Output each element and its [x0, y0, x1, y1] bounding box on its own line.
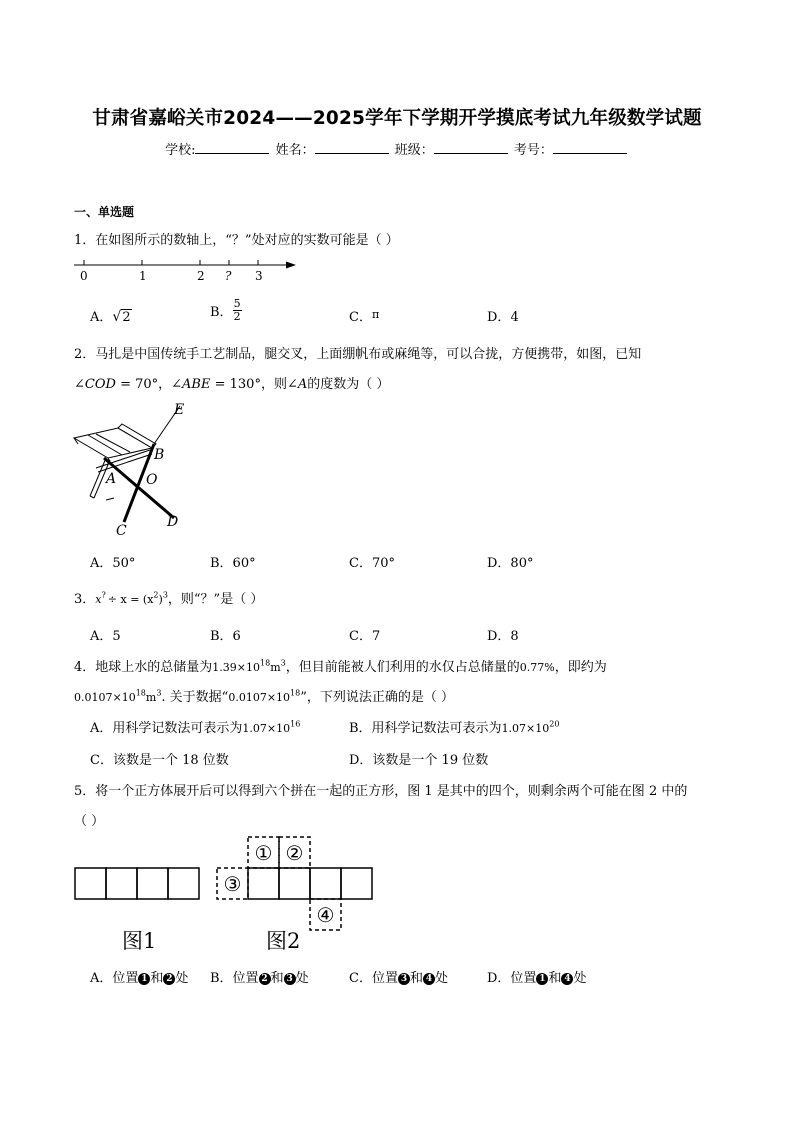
q1-option-a[interactable]: A．√2: [90, 309, 131, 325]
q2-stem-line2: ∠COD = 70°，∠ABE = 130°，则∠A的度数为（ ）: [74, 377, 390, 392]
page-title: 甘肃省嘉峪关市2024——2025学年下学期开学摸底考试九年级数学试题: [92, 108, 702, 129]
q2-option-b[interactable]: B．60°: [210, 556, 256, 571]
q3-option-d[interactable]: D．8: [487, 629, 519, 644]
q2-option-c[interactable]: C．70°: [349, 556, 395, 571]
q5-option-d[interactable]: D．位置 1 和 4 处: [487, 971, 587, 986]
axis-label-1: 1: [139, 269, 147, 283]
q3-option-c[interactable]: C．7: [349, 629, 381, 644]
number-field[interactable]: [553, 141, 627, 154]
axis-label-3: 3: [255, 269, 263, 283]
label-a: A: [106, 471, 117, 487]
position-1-mark: ①: [254, 841, 273, 865]
q3-option-b[interactable]: B．6: [210, 629, 241, 644]
q4-option-c[interactable]: C．该数是一个 18 位数: [90, 753, 229, 768]
label-e: E: [174, 402, 185, 418]
q4-stem-line1: 4．地球上水的总储量为$1.39\times 10^{18}m^3$，但目前能被人们利用的水仅占总储量的0.77%，即约为: [74, 658, 607, 675]
axis-label-question: ?: [225, 269, 232, 283]
position-3-mark: ③: [223, 872, 242, 896]
q5-stem-line1: 5．将一个正方体展开后可以得到六个拼在一起的正方形，图 1 是其中的四个，则剩余两个可能在图 2 中的: [74, 784, 688, 799]
school-field[interactable]: [195, 141, 269, 154]
q2-option-d[interactable]: D．80°: [487, 556, 534, 571]
label-b: B: [154, 447, 165, 463]
q5-option-b[interactable]: B．位置 2 和 3 处: [210, 971, 309, 986]
q1-option-d[interactable]: D．4: [487, 310, 519, 325]
q1-option-b[interactable]: B． $\frac{5}{2}$: [210, 297, 241, 323]
class-label: 班级：: [394, 143, 434, 158]
q4-option-a[interactable]: A．用科学记数法可表示为$1.07\times 10^{16}$: [90, 719, 301, 736]
name-label: 姓名：: [275, 143, 315, 158]
axis-label-0: 0: [80, 269, 88, 283]
section-heading: 一、单选题: [74, 205, 135, 219]
figure2-caption: 图2: [266, 929, 301, 953]
q3-option-a[interactable]: A．5: [90, 629, 121, 644]
q1-stem: 1．在如图所示的数轴上，“？”处对应的实数可能是（ ）: [74, 233, 399, 248]
q5-option-c[interactable]: C．位置 3 和 4 处: [349, 971, 448, 986]
axis-label-2: 2: [197, 269, 205, 283]
school-label: 学校:: [165, 143, 196, 158]
q2-option-a[interactable]: A．50°: [90, 556, 136, 571]
label-d: D: [167, 514, 179, 530]
q5-stem-line2: （ ）: [74, 814, 105, 829]
q4-option-d[interactable]: D．该数是一个 19 位数: [349, 753, 489, 768]
label-o: O: [146, 472, 158, 488]
q2-stem-line1: 2．马扎是中国传统手工艺制品，腿交叉，上面绷帆布或麻绳等，可以合拢，方便携带，如图，已知: [74, 347, 642, 362]
class-field[interactable]: [434, 141, 508, 154]
q1-option-c[interactable]: C．$^\pi$: [349, 308, 380, 325]
name-field[interactable]: [315, 141, 389, 154]
q5-option-a[interactable]: A．位置 1 和 2 处: [90, 971, 189, 986]
position-4-mark: ④: [316, 903, 335, 927]
label-c: C: [116, 523, 127, 539]
q4-option-b[interactable]: B．用科学记数法可表示为$1.07\times 10^{20}$: [349, 719, 560, 736]
folding-stool-figure: [70, 400, 200, 542]
q4-stem-line2: $0.0107\times 10^{18}m^3$. 关于数据“$0.0107\times 10^{18}$”，下列说法正确的是（ ）: [74, 688, 455, 705]
position-2-mark: ②: [285, 841, 304, 865]
cube-net-figures: [70, 834, 390, 958]
figure1-caption: 图1: [122, 929, 157, 953]
number-label: 考号：: [513, 143, 553, 158]
number-line-figure: [70, 255, 310, 285]
q3-stem: 3．$x^? \div x = (x^2)^3$，则“？”是（ ）: [74, 590, 264, 607]
student-info: [0, 139, 794, 158]
